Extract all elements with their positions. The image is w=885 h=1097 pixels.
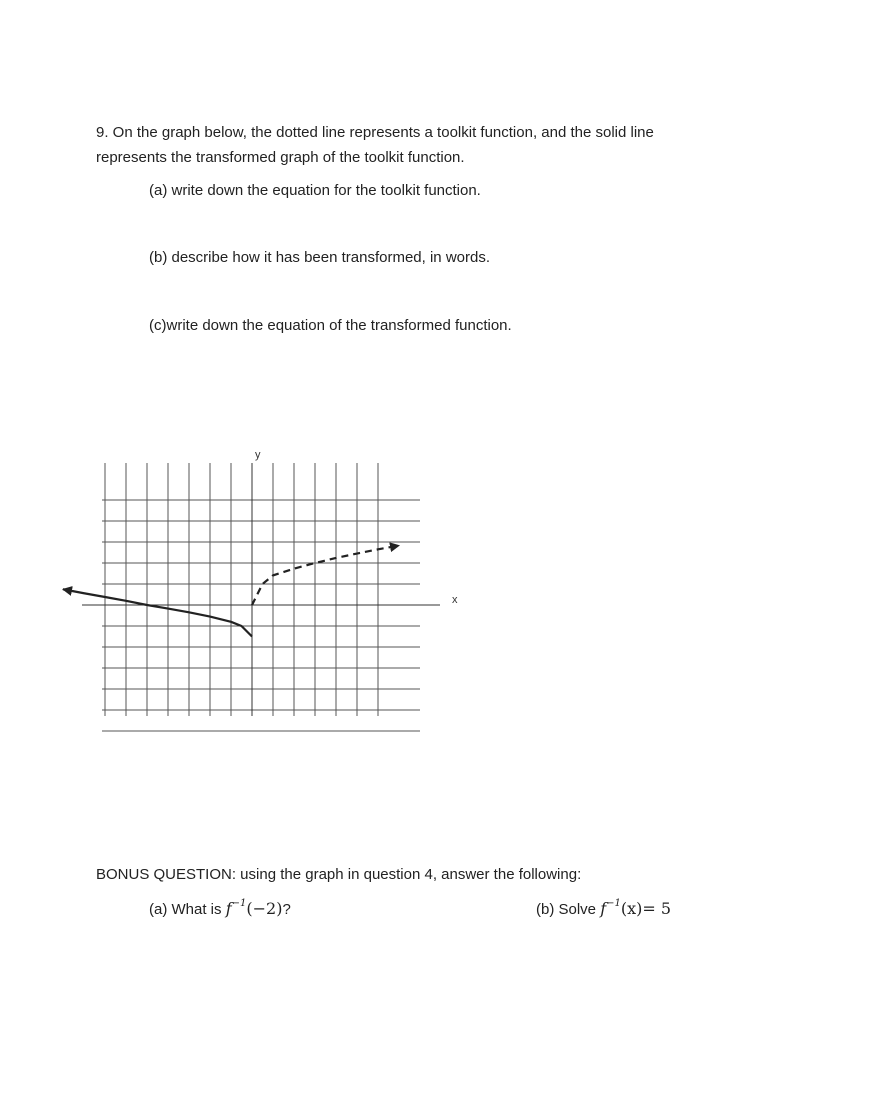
solid-transformed-curve [63,589,252,636]
bonus-a-inverse-exponent: −1 [231,897,247,909]
question-line-2: represents the transformed graph of the toolkit function. [96,149,465,166]
bonus-b-inverse-exponent: −1 [606,897,621,909]
part-a-prompt: (a) write down the equation for the toolkit function. [149,182,481,199]
dashed-toolkit-curve [252,546,399,605]
part-c-prompt: (c)write down the equation of the transformed function. [149,317,512,334]
bonus-a-prefix: (a) What is [149,901,226,918]
x-axis-label: x [452,594,458,606]
graph-axes [82,463,440,716]
bonus-part-a [149,896,291,922]
graph-grid [102,463,420,731]
bonus-question-title: BONUS QUESTION: using the graph in question 4, answer the following: [96,866,582,883]
bonus-b-argument: (x) [620,899,643,918]
bonus-part-b [536,896,671,922]
part-b-prompt: (b) describe how it has been transformed, in words. [149,249,490,266]
bonus-a-function: f [225,899,232,918]
question-line-1: 9. On the graph below, the dotted line represents a toolkit function, and the solid line [96,124,654,141]
y-axis-label: y [255,449,261,461]
bonus-b-prefix: (b) Solve [536,901,601,918]
function-graph [0,440,885,740]
bonus-a-argument: (−2) [246,899,283,918]
bonus-b-function: f [600,899,607,918]
bonus-b-equals: = 5 [642,899,672,918]
bonus-a-suffix: ? [282,901,291,918]
